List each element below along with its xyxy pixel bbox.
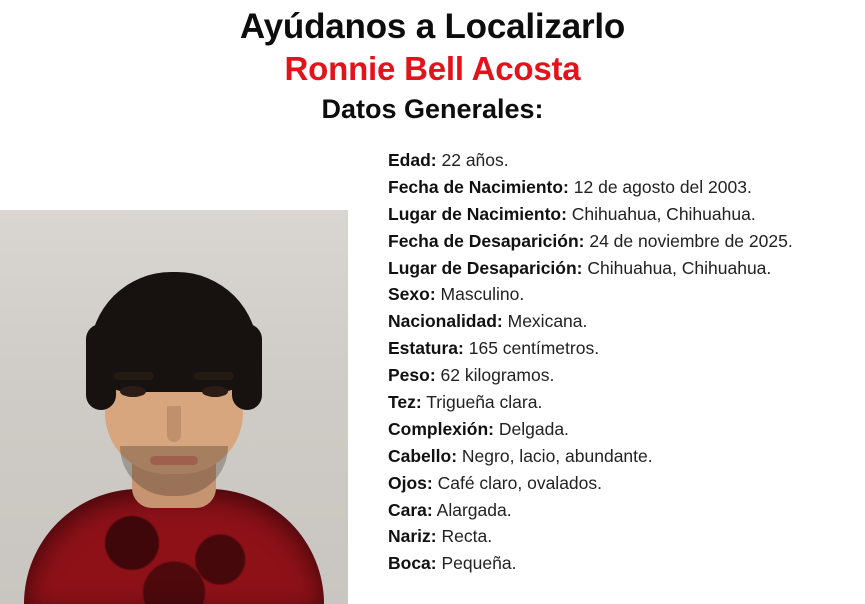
portrait-eye-left xyxy=(120,386,146,397)
detail-row xyxy=(388,175,808,201)
detail-row xyxy=(388,444,808,470)
details-list xyxy=(388,148,808,578)
detail-label: Estatura: xyxy=(388,338,464,359)
poster-body xyxy=(0,128,865,604)
detail-label: Cabello: xyxy=(388,445,458,466)
detail-row xyxy=(388,148,808,174)
detail-value: Negro, lacio, abundante. xyxy=(461,445,653,466)
portrait-illustration xyxy=(0,210,348,604)
section-heading: Datos Generales: xyxy=(321,93,544,124)
detail-value: 12 de agosto del 2003. xyxy=(573,176,752,197)
detail-value: Masculino. xyxy=(440,284,525,305)
portrait-eye-right xyxy=(202,386,228,397)
detail-row xyxy=(388,309,808,335)
detail-label: Ojos: xyxy=(388,472,433,493)
detail-value: Chihuahua, Chihuahua. xyxy=(587,257,772,278)
missing-person-photo xyxy=(0,210,348,604)
detail-row xyxy=(388,551,808,577)
portrait-mouth xyxy=(150,456,198,465)
detail-value: 62 kilogramos. xyxy=(440,365,555,386)
page-title: Ayúdanos a Localizarlo xyxy=(239,7,626,46)
portrait-eyebrow-left xyxy=(114,372,154,380)
detail-row xyxy=(388,417,808,443)
person-name: Ronnie Bell Acosta xyxy=(284,50,581,88)
detail-label: Sexo: xyxy=(388,284,436,305)
poster-header xyxy=(0,0,865,125)
detail-row xyxy=(388,524,808,550)
detail-label: Nacionalidad: xyxy=(388,311,503,332)
detail-label: Peso: xyxy=(388,365,436,386)
detail-row xyxy=(388,202,808,228)
detail-value: Chihuahua, Chihuahua. xyxy=(571,203,756,224)
detail-value: Mexicana. xyxy=(507,311,588,332)
detail-value: Delgada. xyxy=(498,418,569,439)
detail-label: Tez: xyxy=(388,392,422,413)
detail-row xyxy=(388,256,808,282)
portrait-nose xyxy=(167,406,181,442)
detail-value: Alargada. xyxy=(436,499,512,520)
detail-value: 24 de noviembre de 2025. xyxy=(589,230,793,251)
detail-label: Lugar de Desaparición: xyxy=(388,257,583,278)
detail-value: Café claro, ovalados. xyxy=(437,472,603,493)
detail-row xyxy=(388,229,808,255)
detail-value: Pequeña. xyxy=(441,553,517,574)
detail-row xyxy=(388,390,808,416)
detail-label: Lugar de Nacimiento: xyxy=(388,203,567,224)
detail-label: Cara: xyxy=(388,499,433,520)
detail-label: Edad: xyxy=(388,150,437,170)
detail-row xyxy=(388,471,808,497)
detail-label: Complexión: xyxy=(388,418,494,439)
detail-label: Nariz: xyxy=(388,526,437,547)
detail-label: Fecha de Desaparición: xyxy=(388,230,585,251)
detail-value: 22 años. xyxy=(441,150,509,170)
detail-value: 165 centímetros. xyxy=(468,338,600,359)
portrait-eyebrow-right xyxy=(194,372,234,380)
detail-row xyxy=(388,363,808,389)
detail-label: Boca: xyxy=(388,553,437,574)
detail-value: Trigueña clara. xyxy=(426,392,543,413)
detail-label: Fecha de Nacimiento: xyxy=(388,176,569,197)
detail-row xyxy=(388,336,808,362)
detail-value: Recta. xyxy=(441,526,493,547)
detail-row xyxy=(388,282,808,308)
detail-row xyxy=(388,498,808,524)
